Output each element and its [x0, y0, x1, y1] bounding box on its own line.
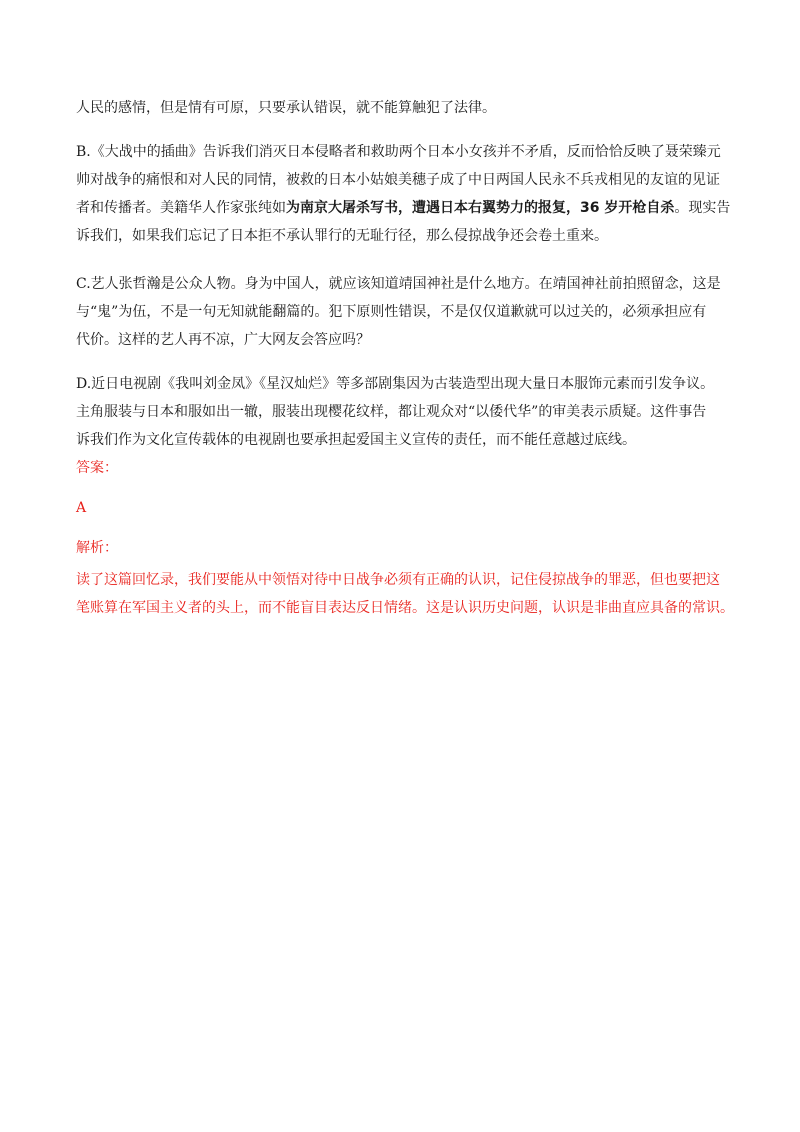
analysis-label-text: 解析：: [76, 540, 118, 556]
text-line: 代价。这样的艺人再不凉，广大网友会答应吗？: [76, 332, 370, 348]
text-line: 人民的感情，但是情有可原，只要承认错误，就不能算触犯了法律。: [76, 100, 496, 116]
option-a-continuation: [76, 94, 736, 122]
text-line: C.艺人张哲瀚是公众人物。身为中国人，就应该知道靖国神社是什么地方。在靖国神社前拍照留念，这是: [76, 276, 721, 292]
text-line: 读了这篇回忆录，我们要能从中领悟对待中日战争必须有正确的认识，记住侵掠战争的罪恶，但也要把这: [76, 572, 720, 588]
analysis-body: [76, 566, 736, 622]
option-d: [76, 370, 736, 454]
answer-label: [76, 454, 736, 482]
text-line: D.近日电视剧《我叫刘金凤》《星汉灿烂》等多部剧集因为古装造型出现大量日本服饰元素而引发争议。: [76, 376, 715, 392]
option-b: [76, 138, 736, 250]
text-line: 诉我们，如果我们忘记了日本拒不承认罪行的无耻行径，那么侵掠战争还会卷土重来。: [76, 228, 608, 244]
answer-label-text: 答案：: [76, 460, 118, 476]
analysis-label: [76, 534, 736, 562]
bold-highlight: 为南京大屠杀写书，遭遇日本右翼势力的报复，36 岁开枪自杀: [286, 200, 675, 216]
text-segment: 。现实告: [674, 200, 731, 216]
text-line: B.《大战中的插曲》告诉我们消灭日本侵略者和救助两个日本小女孩并不矛盾，反而恰恰反映了聂荣臻元: [76, 144, 721, 160]
text-line: 笔账算在军国主义者的头上，而不能盲目表达反日情绪。这是认识历史问题，认识是非曲直应具备的常识。: [76, 600, 734, 616]
answer-value: [76, 494, 736, 522]
text-line: [76, 194, 736, 222]
text-line: 与“鬼”为伍，不是一句无知就能翻篇的。犯下原则性错误，不是仅仅道歉就可以过关的，必须承担应有: [76, 304, 707, 320]
text-segment: 者和传播者。美籍华人作家张纯如: [76, 200, 286, 216]
answer-value-text: A: [76, 500, 87, 516]
text-line: 帅对战争的痛恨和对人民的同情，被救的日本小姑娘美穗子成了中日两国人民永不兵戎相见的友谊的见证: [76, 172, 720, 188]
option-c: [76, 270, 736, 354]
text-line: 主角服装与日本和服如出一辙，服装出现樱花纹样，都让观众对“以倭代华”的审美表示质疑。这件事告: [76, 404, 707, 420]
text-line: 诉我们作为文化宣传载体的电视剧也要承担起爱国主义宣传的责任，而不能任意越过底线。: [76, 432, 636, 448]
